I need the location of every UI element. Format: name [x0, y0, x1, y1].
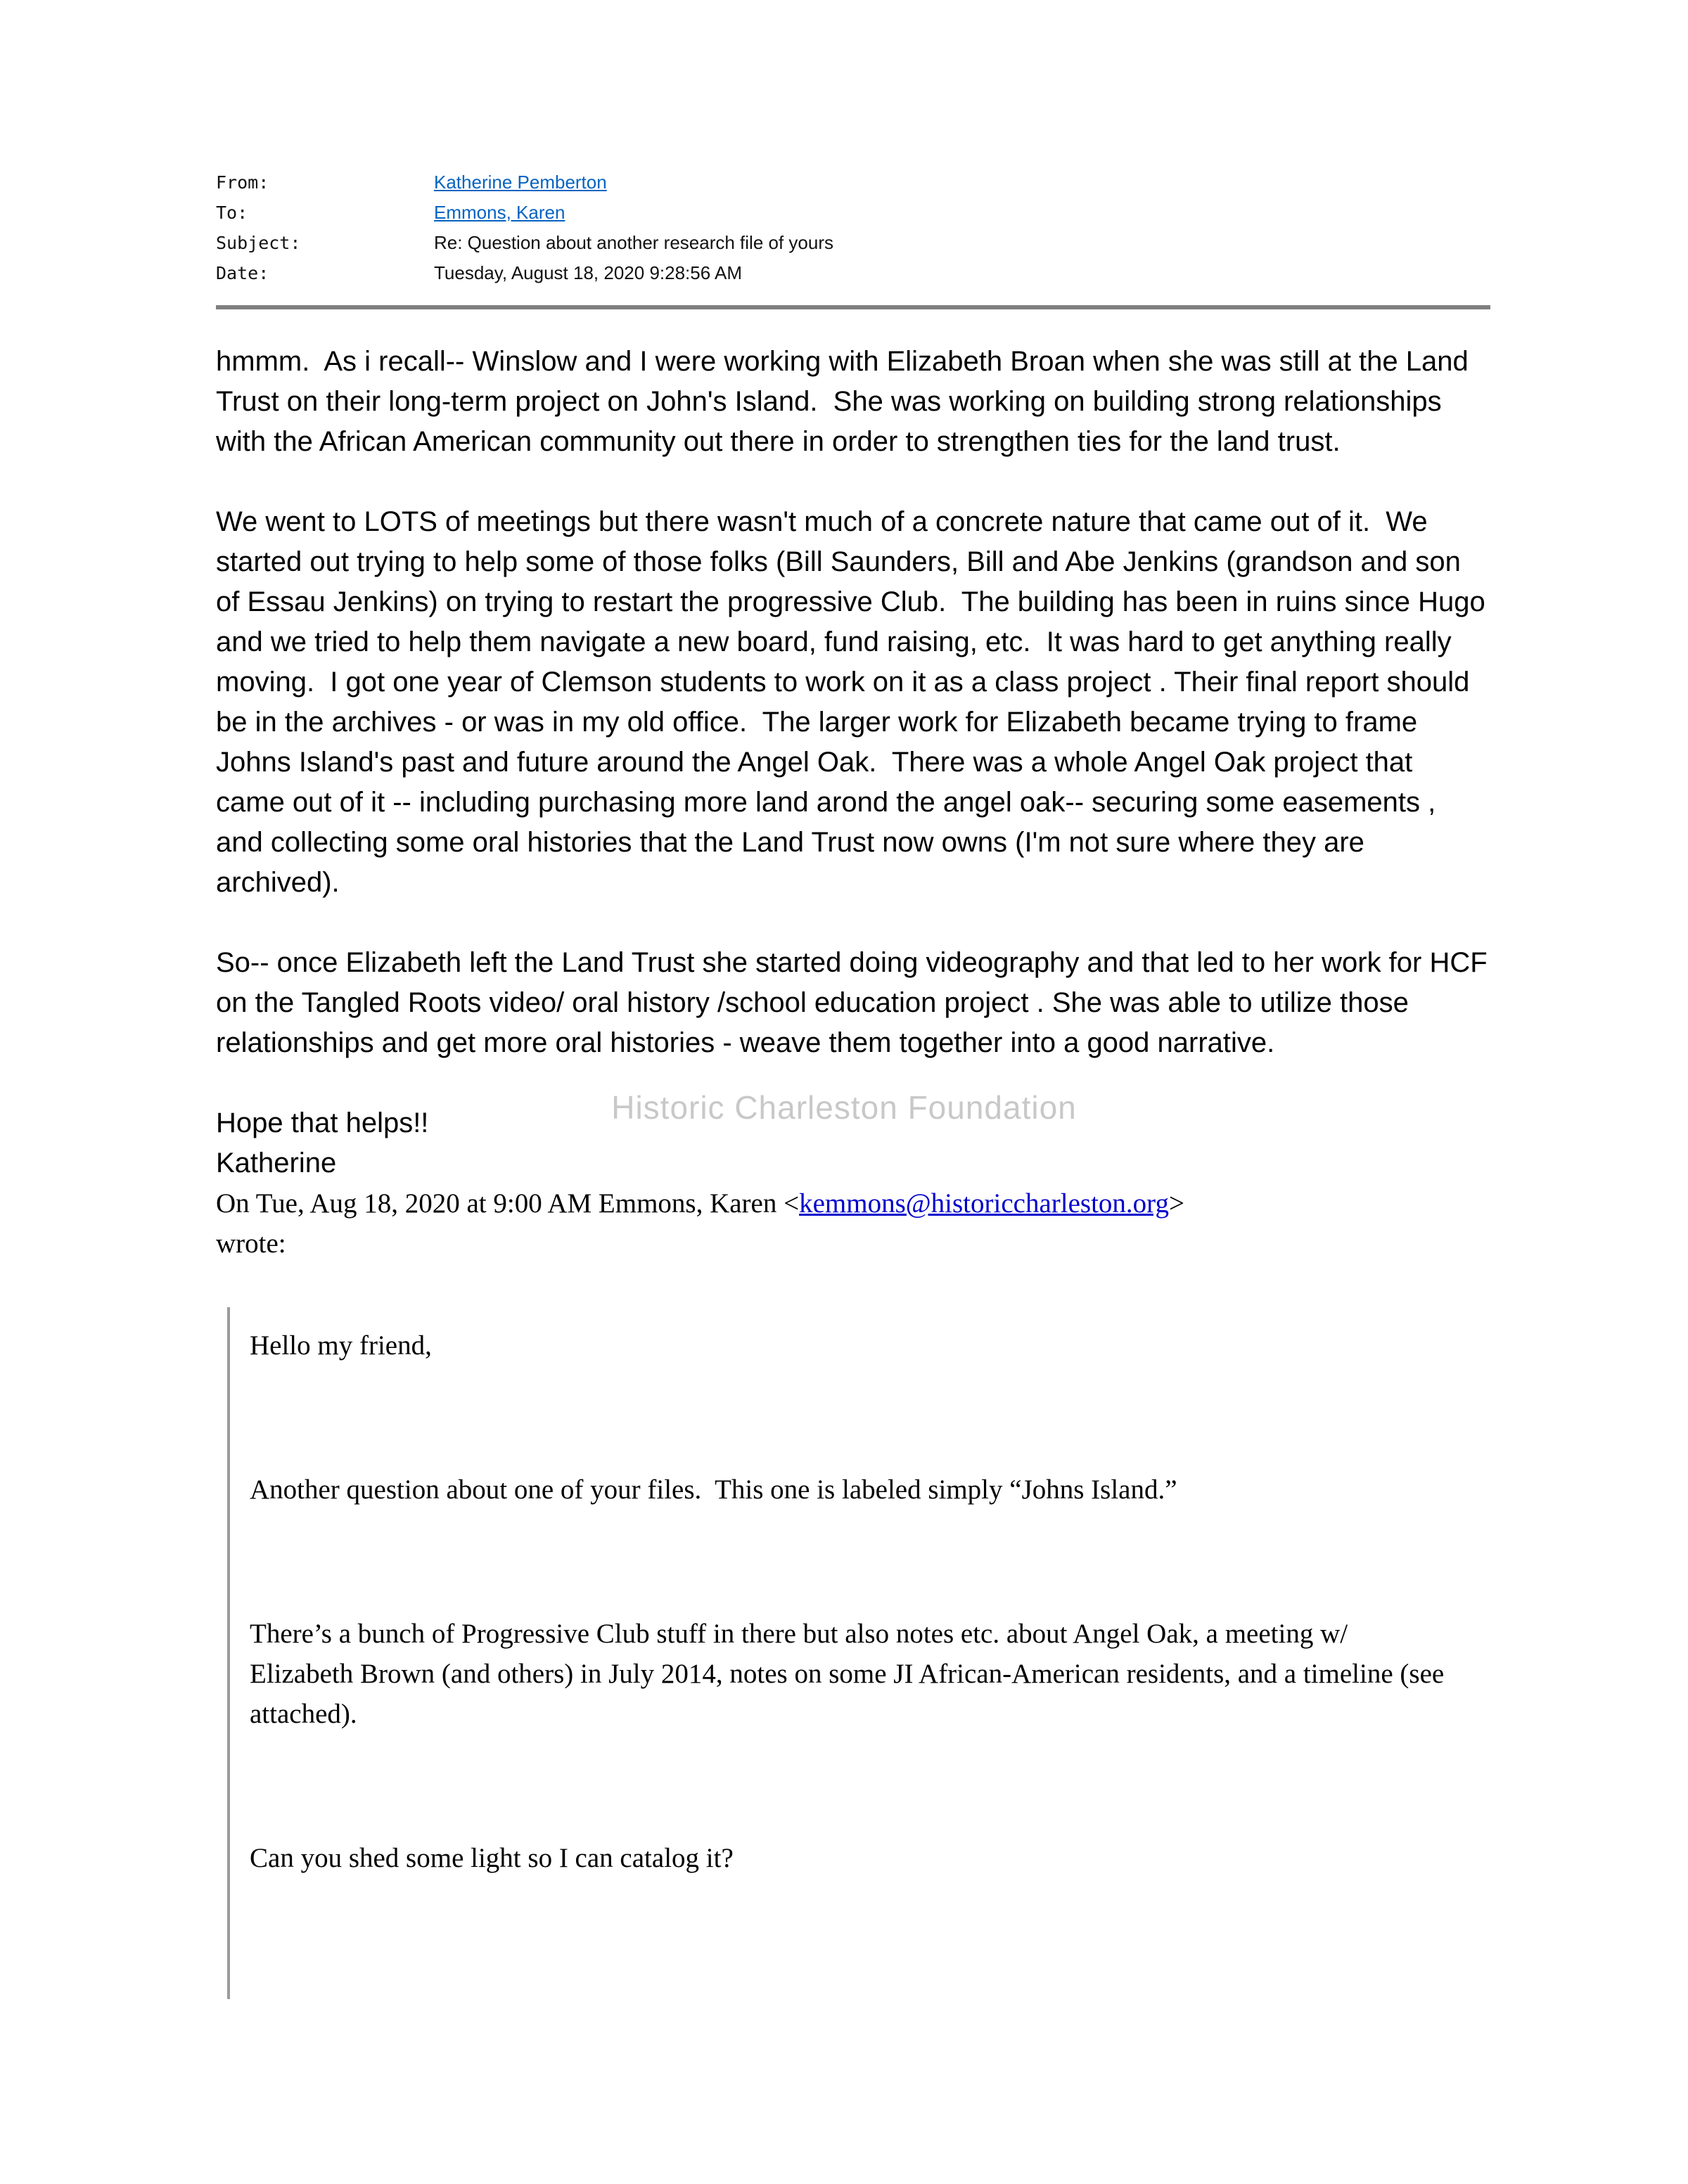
header-label-date: Date: — [216, 263, 269, 283]
recipient-name-link[interactable]: Emmons, Karen — [434, 202, 565, 223]
quote-attribution-line — [216, 1183, 1489, 1264]
signoff-line-1: Hope that helps!! — [216, 1107, 429, 1138]
quote-attribution-wrote: wrote: — [216, 1228, 286, 1259]
body-paragraph-2: We went to LOTS of meetings but there wasn't much of a concrete nature that came out of it. We started out trying to help some of those folks (Bill Saunders, Bill and Abe Jenkins (grandson and son of Essau Jenkins) on trying to restart the progressive Club. The building has been in ruins since Hugo and we tried to help them navigate a new board, fund raising, etc. It was hard to get anything really moving. I got one year of Clemson students to work on it as a class project . Their final report should be in the archives - or was in my old office. The larger work for Elizabeth became trying to frame Johns Island's past and future around the Angel Oak. There was a whole Angel Oak project that came out of it -- including purchasing more land arond the angel oak-- securing some easements , and collecting some oral histories that the Land Trust now owns (I'm not sure where they are archived). — [216, 506, 1493, 898]
subject-value: Re: Question about another research file of yours — [434, 232, 833, 253]
date-value: Tuesday, August 18, 2020 9:28:56 AM — [434, 262, 742, 283]
header-row-from — [216, 167, 1489, 198]
header-row-to — [216, 198, 1489, 228]
quote-attribution-suffix: > — [1168, 1188, 1184, 1219]
email-address-link[interactable]: kemmons@historiccharleston.org — [799, 1188, 1169, 1219]
quote-attribution-prefix: On Tue, Aug 18, 2020 at 9:00 AM Emmons, Karen < — [216, 1188, 800, 1219]
email-header — [216, 167, 1489, 288]
quoted-paragraph-3: There’s a bunch of Progressive Club stuff in there but also notes etc. about Angel Oak, a meeting w/ Elizabeth Brown (and others) in July 2014, notes on some JI African-American residents, and a timeline (see attached). — [250, 1619, 1451, 1729]
header-label-from: From: — [216, 172, 269, 193]
quoted-paragraph-2: Another question about one of your files. This one is labeled simply “Johns Island.” — [250, 1475, 1177, 1505]
sender-name-link[interactable]: Katherine Pemberton — [434, 172, 607, 193]
quoted-original-message — [227, 1307, 1486, 1999]
signoff-line-2: Katherine — [216, 1148, 337, 1178]
quoted-paragraph-4: Can you shed some light so I can catalog it? — [250, 1843, 734, 1873]
header-row-subject — [216, 228, 1489, 258]
header-label-subject: Subject: — [216, 233, 301, 253]
quoted-paragraph-1: Hello my friend, — [250, 1330, 432, 1361]
header-label-to: To: — [216, 203, 248, 223]
email-body — [216, 342, 1495, 1999]
watermark-text: Historic Charleston Foundation — [611, 1089, 1077, 1126]
body-paragraph-1: hmmm. As i recall-- Winslow and I were working with Elizabeth Broan when she was still at the Land Trust on their long-term project on John's Island. She was working on building strong relationships with the African American community out there in order to strengthen ties for the land trust. — [216, 346, 1476, 457]
header-divider — [216, 305, 1490, 309]
header-row-date — [216, 258, 1489, 288]
body-paragraph-3: So-- once Elizabeth left the Land Trust she started doing videography and that led to her work for HCF on the Tangled Roots video/ oral history /school education project . She was able to utilize those relationships and get more oral histories - weave them together into a good narrative. — [216, 947, 1495, 1058]
